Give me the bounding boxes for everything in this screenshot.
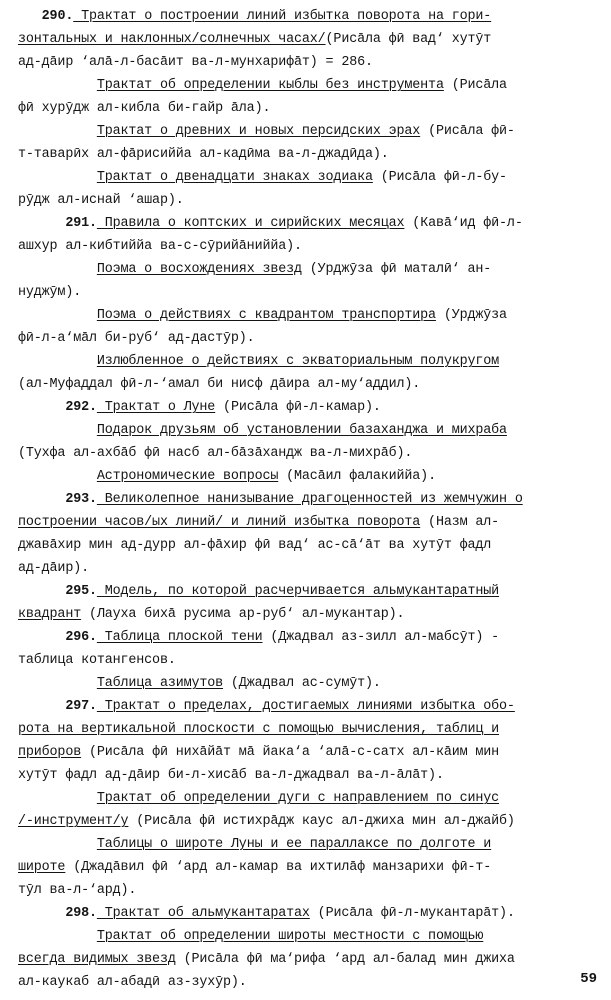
text-line: 297. Трактат о пределах, достигаемых линиями избытка обо- bbox=[65, 699, 515, 714]
text-line: Трактат о двенадцати знаках зодиака (Рисāла фӣ-л-бу- bbox=[96, 170, 507, 185]
text-line: фӣ-л-а‘мāл би-руб‘ ад-дастӯр). bbox=[18, 331, 255, 346]
text-line: Трактат об определении широты местности с помощью bbox=[96, 929, 484, 944]
text-line: Астрономические вопросы (Масāил фалакиййа). bbox=[96, 469, 436, 484]
text-line: приборов (Рисāла фӣ нихāйāт мā йака‘а ‘алā-с-сатх ал-кāим мин bbox=[18, 745, 500, 760]
text-line: 290. Трактат о построении линий избытка поворота на гори- bbox=[41, 9, 492, 24]
text-line: зонтальных и наклонных/солнечных часах/(Рисāла фӣ вад‘ хутӯт bbox=[18, 32, 492, 47]
text-line: Излюбленное о действиях с экваториальным полукругом bbox=[96, 354, 500, 369]
text-line: тӯл ва-л-‘ард). bbox=[18, 883, 137, 898]
text-line: рота на вертикальной плоскости с помощью вычисления, таблиц и bbox=[18, 722, 500, 737]
text-line: хутӯт фадл ад-дāир би-л-хисāб ва-л-джадвал ва-л-āлāт). bbox=[18, 768, 444, 783]
text-line: нуджӯм). bbox=[18, 285, 82, 300]
text-line: 293. Великолепное нанизывание драгоценностей из жемчужин о bbox=[65, 492, 523, 507]
text-line: Поэма о действиях с квадрантом транспортира (Урджӯза bbox=[96, 308, 507, 323]
text-line: Трактат об определении кыблы без инструмента (Рисāла bbox=[96, 78, 507, 93]
text-line: таблица котангенсов. bbox=[18, 653, 176, 668]
text-line: Таблицы о широте Луны и ее параллаксе по долготе и bbox=[96, 837, 492, 852]
text-line: Поэма о восхождениях звезд (Урджӯза фӣ маталӣ‘ ан- bbox=[96, 262, 492, 277]
text-line: всегда видимых звезд (Рисāла фӣ ма‘рифа ‘ард ал-балад мин джиха bbox=[18, 952, 515, 967]
text-line: широте (Джадāвил фӣ ‘ард ал-камар ва ихтилāф манзарихи фӣ-т- bbox=[18, 860, 492, 875]
text-line: 296. Таблица плоской тени (Джадвал аз-зилл ал-мабсӯт) - bbox=[65, 630, 500, 645]
text-line: 292. Трактат о Луне (Рисāла фӣ-л-камар). bbox=[65, 400, 381, 415]
text-line: ад-дāир ‘алā-л-басāит ва-л-мунхарифāт) = 286. bbox=[18, 55, 373, 70]
text-line: ал-каукаб ал-абадӣ аз-зухӯр). bbox=[18, 975, 247, 990]
text-line: Подарок друзьям об установлении базаханджа и михраба bbox=[96, 423, 507, 438]
text-line: ад-дāир). bbox=[18, 561, 89, 576]
text-line: Трактат об определении дуги с направлением по синус bbox=[96, 791, 500, 806]
text-line: построении часов/ых линий/ и линий избытка поворота (Назм ал- bbox=[18, 515, 500, 530]
text-line: Трактат о древних и новых персидских эрах (Рисāла фӣ- bbox=[96, 124, 515, 139]
text-line: ашхур ал-кибтиййа ва-с-сӯрийāниййа). bbox=[18, 239, 302, 254]
text-line: /-инструмент/у (Рисāла фӣ истихрāдж каус ал-джиха мин ал-джайб) bbox=[18, 814, 515, 829]
text-line: 295. Модель, по которой расчерчивается альмукантаратный bbox=[65, 584, 500, 599]
text-line: джавāхир мин ад-дурр ал-фāхир фӣ вад‘ ас-сā‘āт ва хутӯт фадл bbox=[18, 538, 492, 553]
text-line: рӯдж ал-иснай ‘ашар). bbox=[18, 193, 184, 208]
text-line: квадрант (Лауха бихā русима ар-руб‘ ал-мукантар). bbox=[18, 607, 405, 622]
text-line: 298. Трактат об альмукантаратах (Рисāла фӣ-л-мукантарāт). bbox=[65, 906, 515, 921]
page-number: 59 bbox=[580, 971, 597, 987]
text-line: фӣ хурӯдж ал-кибла би-гайр āла). bbox=[18, 101, 271, 116]
text-line: Таблица азимутов (Джадвал ас-сумӯт). bbox=[96, 676, 381, 691]
text-line: (ал-Муфаддал фӣ-л-‘амал би нисф дāира ал-му‘аддил). bbox=[18, 377, 421, 392]
text-line: (Тухфа ал-ахбāб фӣ насб ал-бāзāхандж ва-л-михрāб). bbox=[18, 446, 413, 461]
text-line: т-таварӣх ал-фāрисиййа ал-кадӣма ва-л-джадӣда). bbox=[18, 147, 389, 162]
text-line: 291. Правила о коптских и сирийских месяцах (Кавā‘ид фӣ-л- bbox=[65, 216, 523, 231]
